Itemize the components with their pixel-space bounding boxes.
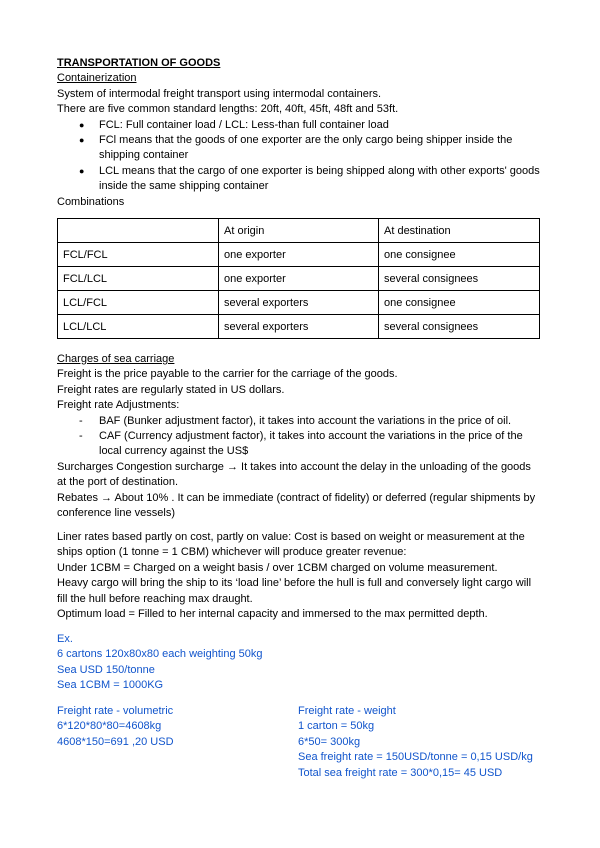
table-cell: one exporter	[219, 243, 379, 267]
example-line: 6 cartons 120x80x80 each weighting 50kg	[57, 648, 263, 661]
paragraph: Liner rates based partly on cost, partly on value: Cost is based on weight or measurement at the ships option (1 tonne = 1 CBM) whichever will produce greater revenue:	[57, 531, 525, 559]
volumetric-calculation	[57, 704, 174, 750]
bullet-item: ● LCL means that the cargo of one exporter is being shipped along with other exports' goods inside the same shipping container	[79, 164, 559, 195]
calc-line: Freight rate - volumetric	[57, 705, 174, 717]
table-header-cell: At destination	[379, 219, 540, 243]
paragraph: Optimum load = Filled to her internal capacity and immersed to the max permitted depth.	[57, 608, 488, 621]
document-body	[57, 56, 545, 210]
calc-line: 6*120*80*80=4608kg	[57, 720, 162, 733]
calc-line: 1 carton = 50kg	[298, 720, 375, 733]
table-row	[58, 243, 540, 267]
bullet-item: ● FCl means that the goods of one exporter are the only cargo being shipper inside the shipping container	[79, 133, 545, 164]
table-row	[58, 315, 540, 339]
table-cell: LCL/FCL	[58, 291, 219, 315]
adjustments-list	[57, 414, 545, 460]
calc-line: 6*50= 300kg	[298, 735, 361, 748]
bullet-item: ● FCL: Full container load / LCL: Less-than full container load	[79, 118, 545, 133]
example-section	[57, 632, 545, 694]
dash-item: - CAF (Currency adjustment factor), it takes into account the variations in the price of the local currency against the US$	[79, 429, 539, 460]
paragraph: Heavy cargo will bring the ship to its ‘load line’ before the hull is full and conversely light cargo will fill the hull before reaching max draught.	[57, 577, 532, 605]
table-cell: several exporters	[219, 291, 379, 315]
table-cell: one consignee	[379, 243, 540, 267]
surcharges-paragraph: Surcharges Congestion surcharge → It takes into account the delay in the unloading of the goods at the port of destination.	[57, 460, 531, 489]
example-line: Sea USD 150/tonne	[57, 663, 155, 676]
table-cell: several exporters	[219, 315, 379, 339]
charges-section	[57, 352, 545, 521]
table-cell: FCL/LCL	[58, 267, 219, 291]
containerization-heading: Containerization	[57, 72, 137, 85]
charges-heading: Charges of sea carriage	[57, 353, 175, 365]
calc-line: Sea freight rate = 150USD/tonne = 0,15 USD/kg	[298, 751, 533, 764]
combinations-label: Combinations	[57, 195, 125, 208]
paragraph: System of intermodal freight transport using intermodal containers.	[57, 87, 382, 100]
calc-line: Freight rate - weight	[298, 705, 396, 717]
table-cell: LCL/LCL	[58, 315, 219, 339]
combinations-table	[57, 218, 540, 339]
paragraph: There are five common standard lengths: 20ft, 40ft, 45ft, 48ft and 53ft.	[57, 103, 399, 116]
paragraph: Under 1CBM = Charged on a weight basis / over 1CBM charged on volume measurement.	[57, 561, 498, 574]
paragraph: Freight rates are regularly stated in US dollars.	[57, 383, 285, 396]
calc-line: 4608*150=691 ,20 USD	[57, 735, 174, 748]
table-header-cell: At origin	[219, 219, 379, 243]
table-cell: FCL/FCL	[58, 243, 219, 267]
table-cell: one consignee	[379, 291, 540, 315]
table-cell: several consignees	[379, 267, 540, 291]
table-cell: several consignees	[379, 315, 540, 339]
example-line: Sea 1CBM = 1000KG	[57, 679, 164, 692]
table-header-cell	[58, 219, 219, 243]
paragraph: Freight rate Adjustments:	[57, 399, 180, 412]
table-cell: one exporter	[219, 267, 379, 291]
paragraph: Freight is the price payable to the carrier for the carriage of the goods.	[57, 368, 398, 381]
containerization-bullet-list	[57, 118, 545, 195]
weight-calculation	[298, 704, 533, 781]
table-row	[58, 267, 540, 291]
example-line: Ex.	[57, 633, 73, 645]
table-row	[58, 291, 540, 315]
document-title: TRANSPORTATION OF GOODS	[57, 57, 221, 69]
liner-section	[57, 530, 545, 622]
calc-line: Total sea freight rate = 300*0,15= 45 USD	[298, 766, 503, 779]
dash-item: - BAF (Bunker adjustment factor), it takes into account the variations in the price of oil.	[79, 414, 545, 429]
rebates-paragraph: Rebates → About 10% . It can be immediate (contract of fidelity) or deferred (regular shipments by conference line vessels)	[57, 491, 536, 520]
table-header-row	[58, 219, 540, 243]
